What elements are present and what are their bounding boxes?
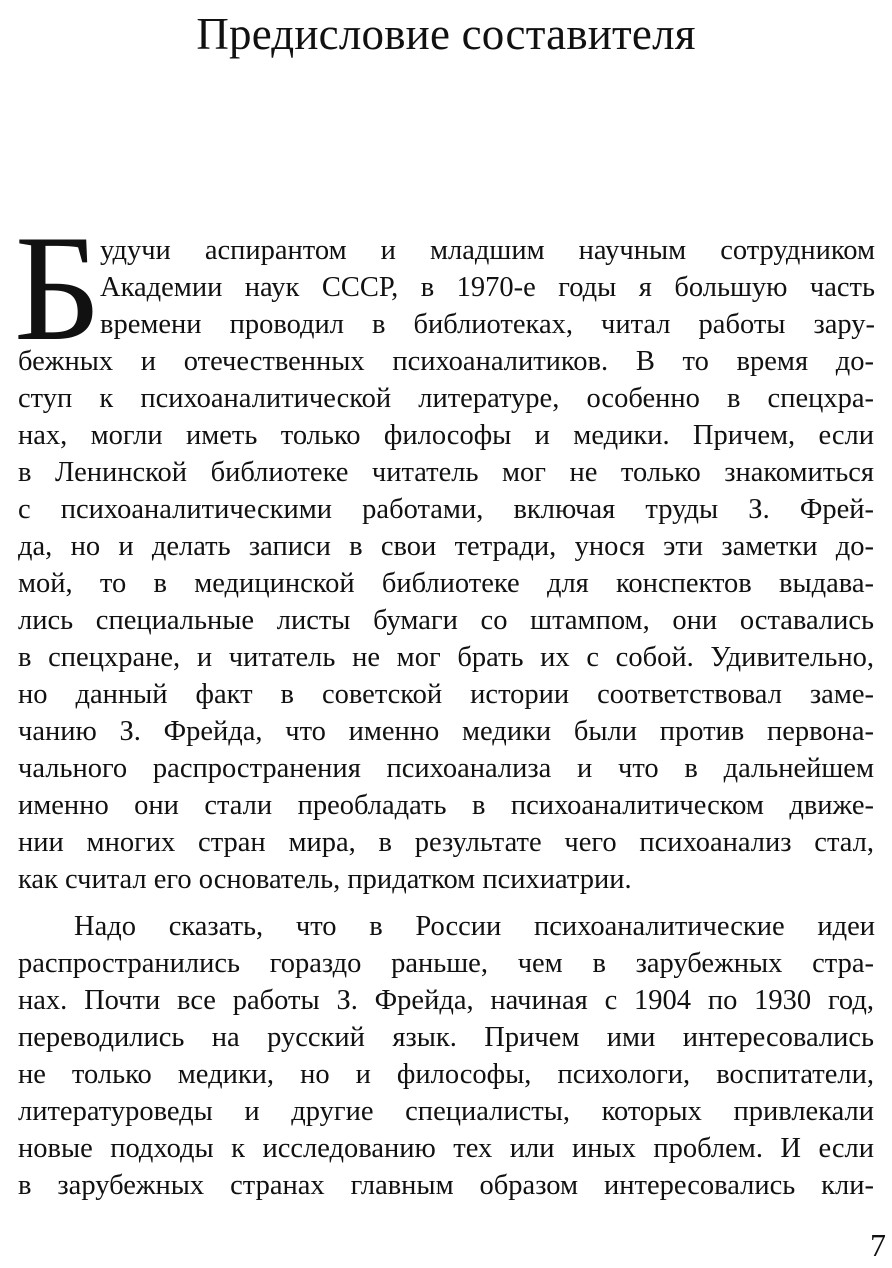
page-number: 7 <box>870 1227 886 1263</box>
text-line: удучи аспирантом и младшим научным сотрудником <box>100 235 875 266</box>
text-line: нии многих стран мира, в результате чего психоанализ стал, <box>18 827 874 858</box>
text-line: с психоаналитическими работами, включая труды З. Фрей- <box>18 494 874 525</box>
text-line: в Ленинской библиотеке читатель мог не только знакомиться <box>18 457 874 488</box>
text-line: чального распространения психоанализа и что в дальнейшем <box>18 753 874 784</box>
text-line: литературоведы и другие специалисты, которых привлекали <box>18 1096 874 1127</box>
text-line: да, но и делать записи в свои тетради, унося эти заметки до- <box>18 531 874 562</box>
text-line: нах. Почти все работы З. Фрейда, начиная с 1904 по 1930 год, <box>18 985 874 1016</box>
text-line: ступ к психоаналитической литературе, особенно в спецхра- <box>18 383 874 414</box>
text-line: лись специальные листы бумаги со штампом, они оставались <box>18 605 874 636</box>
text-line: чанию З. Фрейда, что именно медики были против первона- <box>18 716 874 747</box>
text-line: Надо сказать, что в России психоаналитические идеи <box>74 911 875 942</box>
text-line: не только медики, но и философы, психологи, воспитатели, <box>18 1059 874 1090</box>
text-line: именно они стали преобладать в психоаналитическом движе- <box>18 790 874 821</box>
text-line: времени проводил в библиотеках, читал работы зару- <box>100 309 875 340</box>
text-line: нах, могли иметь только философы и медики. Причем, если <box>18 420 874 451</box>
text-line: как считал его основатель, придатком психиатрии. <box>18 864 632 895</box>
text-line: Академии наук СССР, в 1970-е годы я большую часть <box>100 272 875 303</box>
text-line: переводились на русский язык. Причем ими интересовались <box>18 1022 874 1053</box>
text-line: в спецхране, и читатель не мог брать их с собой. Удивительно, <box>18 642 874 673</box>
text-line: в зарубежных странах главным образом интересовались кли- <box>18 1170 874 1201</box>
text-line: бежных и отечественных психоаналитиков. В то время до- <box>18 346 874 377</box>
drop-cap: Б <box>14 204 102 372</box>
text-line: но данный факт в советской истории соответствовал заме- <box>18 679 874 710</box>
text-line: мой, то в медицинской библиотеке для конспектов выдава- <box>18 568 874 599</box>
page-title: Предисловие составителя <box>196 9 696 59</box>
text-line: новые подходы к исследованию тех или иных проблем. И если <box>18 1133 874 1164</box>
text-line: распространились гораздо раньше, чем в зарубежных стра- <box>18 948 874 979</box>
